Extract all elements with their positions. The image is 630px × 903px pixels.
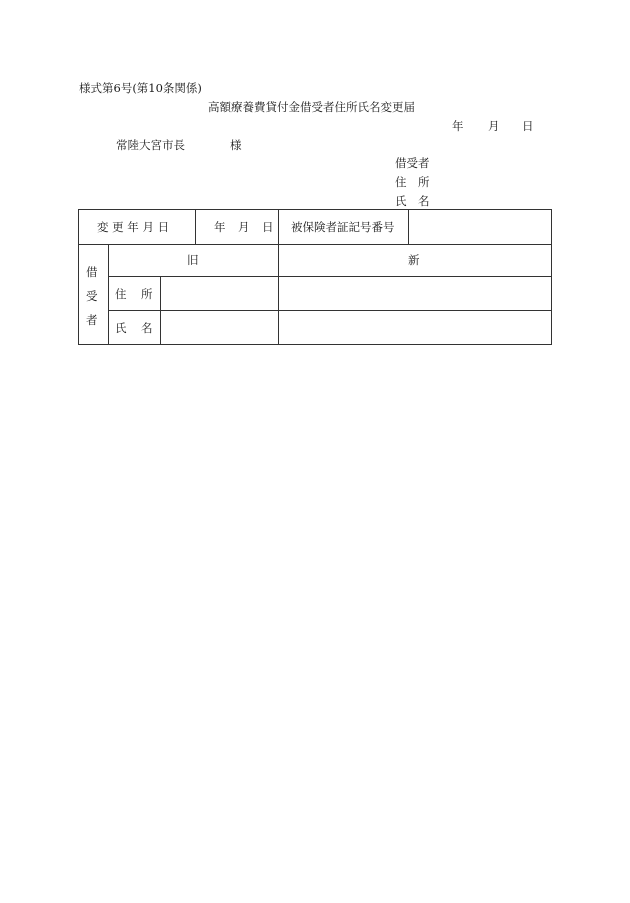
borrower-vertical-char-3: 者 (86, 313, 98, 327)
applicant-address-label-2: 所 (418, 175, 430, 189)
addressee: 常陸大宮市長 (116, 138, 185, 152)
change-day-label: 日 (262, 220, 274, 234)
applicant-name-label-1: 氏 (395, 194, 407, 208)
submission-year-label: 年 (452, 119, 464, 133)
change-date-label: 変 更 年 月 日 (97, 220, 170, 234)
old-name-cell[interactable] (162, 312, 276, 342)
row-name-label-1: 氏 (115, 321, 127, 335)
new-address-cell[interactable] (280, 278, 549, 308)
form-title: 高額療養費貸付金借受者住所氏名変更届 (208, 100, 415, 114)
new-column-header: 新 (408, 253, 420, 267)
row-name-label-2: 名 (141, 321, 153, 335)
old-column-header: 旧 (187, 253, 199, 267)
new-name-cell[interactable] (280, 312, 549, 342)
insurance-number-value-cell[interactable] (410, 212, 549, 242)
row-address-label-2: 所 (141, 287, 153, 301)
borrower-vertical-char-2: 受 (86, 289, 98, 303)
table-rule-v-label (160, 276, 161, 344)
table-rule-v-old-new (278, 244, 279, 344)
borrower-vertical-char-1: 借 (86, 265, 98, 279)
borrower-label: 借受者 (395, 156, 430, 170)
submission-day-label: 日 (522, 119, 534, 133)
table-rule-h1 (79, 244, 551, 245)
old-address-cell[interactable] (162, 278, 276, 308)
table-rule-v-top-3 (408, 210, 409, 244)
honorific: 様 (230, 138, 242, 152)
applicant-address-label-1: 住 (395, 175, 407, 189)
submission-month-label: 月 (488, 119, 500, 133)
table-rule-v-borrower (108, 244, 109, 344)
applicant-name-label-2: 名 (418, 194, 430, 208)
change-table (78, 209, 552, 345)
change-year-label: 年 (214, 220, 226, 234)
change-month-label: 月 (238, 220, 250, 234)
table-rule-h3 (108, 310, 551, 311)
table-rule-v-top-2 (278, 210, 279, 244)
form-number: 様式第6号(第10条関係) (79, 81, 202, 95)
insurance-number-label: 被保険者証記号番号 (291, 220, 395, 234)
table-rule-h2 (108, 276, 551, 277)
table-rule-v-top-1 (195, 210, 196, 244)
row-address-label-1: 住 (115, 287, 127, 301)
